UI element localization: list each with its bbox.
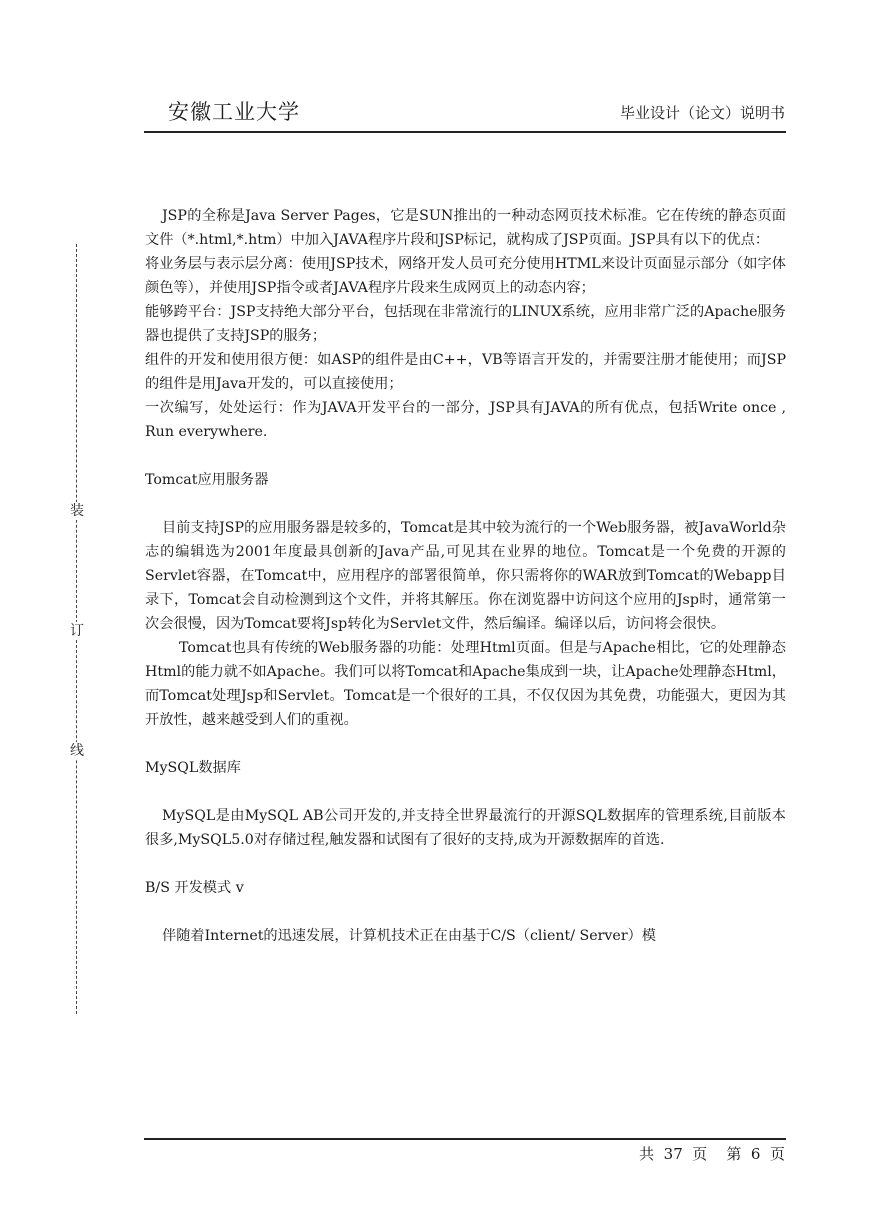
paragraph-jsp-intro: JSP的全称是Java Server Pages，它是SUN推出的一种动态网页技术标准。它在传统的静态页面文件（*.html,*.htm）中加入JAVA程序片段和JSP标记，就构成了JSP页面。JSP具有以下的优点： [145, 208, 786, 248]
binding-mark-ding: 订 [67, 622, 87, 640]
footer-rule [144, 1138, 786, 1140]
body-text [145, 204, 786, 948]
paragraph-tomcat-2: Tomcat也具有传统的Web服务器的功能：处理Html页面。但是与Apache相比，它的处理静态Html的能力就不如Apache。我们可以将Tomcat和Apache集成到一块，让Apache处理静态Html，而Tomcat处理Jsp和Servlet。Tomcat是一个很好的工具，不仅仅因为其免费，功能强大，更因为其开放性，越来越受到人们的重视。 [145, 640, 786, 728]
binding-mark-xian: 线 [67, 742, 87, 760]
paragraph-mysql: MySQL是由MySQL AB公司开发的,并支持全世界最流行的开源SQL数据库的管理系统,目前版本很多,MySQL5.0对存储过程,触发器和试图有了很好的支持,成为开源数据库的首选. [145, 808, 786, 848]
school-name: 安徽工业大学 [168, 100, 300, 124]
binding-mark-zhuang: 装 [67, 502, 87, 520]
paragraph-bs: 伴随着Internet的迅速发展，计算机技术正在由基于C/S（client/ Server）模 [162, 928, 656, 944]
section-heading-bs: B/S 开发模式 v [145, 880, 244, 896]
paragraph-jsp-advantage-3: 组件的开发和使用很方便：如ASP的组件是由C++，VB等语言开发的，并需要注册才能使用；而JSP的组件是用Java开发的，可以直接使用； [145, 352, 786, 392]
paragraph-jsp-advantage-2: 能够跨平台：JSP支持绝大部分平台，包括现在非常流行的LINUX系统，应用非常广泛的Apache服务器也提供了支持JSP的服务； [145, 304, 786, 344]
page-number: 共 37 页 第 6 页 [639, 1145, 785, 1163]
header-rule [144, 131, 786, 133]
paragraph-jsp-advantage-1: 将业务层与表示层分离：使用JSP技术，网络开发人员可充分使用HTML来设计页面显示部分（如字体颜色等），并使用JSP指令或者JAVA程序片段来生成网页上的动态内容； [145, 256, 786, 296]
document-title: 毕业设计（论文）说明书 [619, 104, 785, 122]
paragraph-tomcat-1: 目前支持JSP的应用服务器是较多的，Tomcat是其中较为流行的一个Web服务器，被JavaWorld杂志的编辑选为2001年度最具创新的Java产品,可见其在业界的地位。Tomcat是一个免费的开源的Servlet容器，在Tomcat中，应用程序的部署很简单，你只需将你的WAR放到Tomcat的Webapp目录下，Tomcat会自动检测到这个文件，并将其解压。你在浏览器中访问这个应用的Jsp时，通常第一次会很慢，因为Tomcat要将Jsp转化为Servlet文件，然后编译。编译以后，访问将会很快。 [145, 520, 786, 632]
section-heading-mysql: MySQL数据库 [145, 760, 241, 776]
paragraph-jsp-advantage-4: 一次编写，处处运行：作为JAVA开发平台的一部分，JSP具有JAVA的所有优点，包括Write once , Run everywhere. [145, 400, 786, 440]
section-heading-tomcat: Tomcat应用服务器 [145, 472, 269, 488]
